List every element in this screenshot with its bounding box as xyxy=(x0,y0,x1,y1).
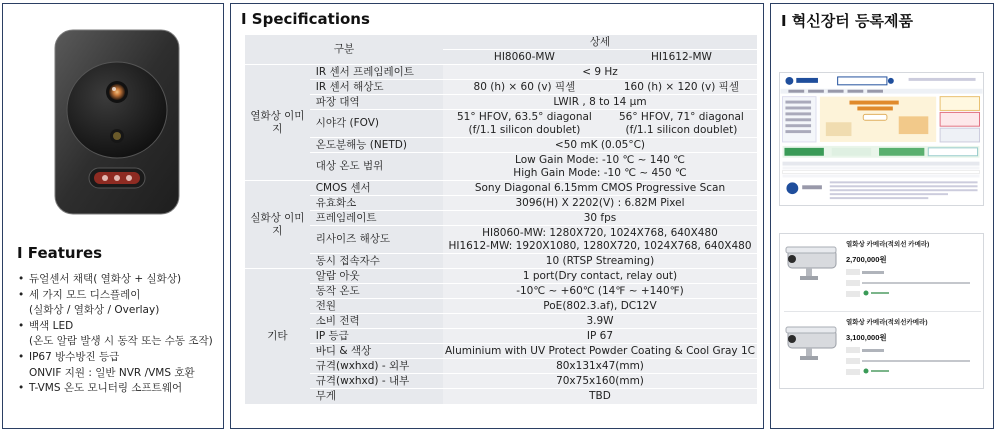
spec-item: IR 센서 해상도 xyxy=(310,80,443,95)
spec-category: 기타 xyxy=(245,269,310,404)
spec-row xyxy=(245,359,757,374)
spec-value: 30 fps xyxy=(443,211,757,226)
spec-row xyxy=(245,196,757,211)
product-row[interactable] xyxy=(780,314,984,388)
spec-item: 알람 아웃 xyxy=(310,269,443,284)
product-name[interactable]: 열화상 카메라(적외선카메라) xyxy=(846,319,928,326)
spec-value: LWIR , 8 to 14 μm xyxy=(443,95,757,110)
product-detail-lines xyxy=(862,270,972,296)
spec-header-model: HI8060-MW xyxy=(443,50,606,65)
spec-row xyxy=(245,80,757,95)
spec-value-line: (f/1.1 silicon doublet) xyxy=(468,123,581,136)
spec-item: 시야각 (FOV) xyxy=(310,110,443,138)
feature-text: • IP67 방수방진 등급 xyxy=(29,350,120,363)
specifications-panel xyxy=(230,3,764,429)
spec-item: IP 등급 xyxy=(310,329,443,344)
features-panel xyxy=(2,3,224,429)
spec-value xyxy=(443,110,606,138)
spec-value: TBD xyxy=(443,389,757,404)
spec-item: 규격(wxhxd) - 내부 xyxy=(310,374,443,389)
spec-row xyxy=(245,226,757,254)
spec-value-line: Low Gain Mode: -10 ℃ ~ 140 ℃ xyxy=(515,153,685,166)
spec-value xyxy=(443,226,757,254)
spec-row xyxy=(245,389,757,404)
spec-category: 열화상 이미지 xyxy=(245,65,310,181)
spec-value: 3096(H) X 2202(V) : 6.82M Pixel xyxy=(443,196,757,211)
spec-row xyxy=(245,314,757,329)
feature-text: • 세 가지 모드 디스플레이 xyxy=(29,288,141,301)
spec-row xyxy=(245,138,757,153)
spec-value: PoE(802.3.af), DC12V xyxy=(443,299,757,314)
spec-value: 160 (h) × 120 (v) 픽셀 xyxy=(606,80,757,95)
product-tag-chip xyxy=(846,369,860,375)
spec-row xyxy=(245,95,757,110)
spec-item: 규격(wxhxd) - 외부 xyxy=(310,359,443,374)
spec-value: 10 (RTSP Streaming) xyxy=(443,254,757,269)
spec-row xyxy=(245,374,757,389)
spec-item: 대상 온도 범위 xyxy=(310,153,443,181)
spec-row xyxy=(245,65,757,80)
spec-category: 실화상 이미지 xyxy=(245,181,310,269)
spec-row xyxy=(245,110,757,138)
feature-item xyxy=(17,319,222,350)
spec-item: 프레임레이트 xyxy=(310,211,443,226)
product-row[interactable] xyxy=(780,236,984,310)
feature-text: • 백색 LED xyxy=(29,319,74,332)
spec-item: 무게 xyxy=(310,389,443,404)
spec-item: IR 센서 프레임레이트 xyxy=(310,65,443,80)
spec-value: <50 mK (0.05°C) xyxy=(443,138,757,153)
spec-item: 파장 대역 xyxy=(310,95,443,110)
spec-row xyxy=(245,254,757,269)
product-spec-chip xyxy=(846,358,860,364)
spec-row xyxy=(245,329,757,344)
product-code-chip xyxy=(846,347,860,353)
spec-item: 소비 전력 xyxy=(310,314,443,329)
product-price: 3,100,000원 xyxy=(846,333,887,342)
specifications-title: I Specifications xyxy=(241,10,370,28)
spec-row xyxy=(245,344,757,359)
spec-item: 리사이즈 해상도 xyxy=(310,226,443,254)
spec-value: 1 port(Dry contact, relay out) xyxy=(443,269,757,284)
feature-item xyxy=(17,288,222,319)
product-divider xyxy=(784,311,981,312)
spec-value: 80 (h) × 60 (v) 픽셀 xyxy=(443,80,606,95)
spec-value xyxy=(443,153,757,181)
spec-value-line: 51° HFOV, 63.5° diagonal xyxy=(456,110,592,123)
spec-value: -10℃ ~ +60℃ (14℉ ~ +140℉) xyxy=(443,284,757,299)
spec-value: < 9 Hz xyxy=(443,65,757,80)
innovation-market-title: I 혁신장터 등록제품 xyxy=(781,12,913,30)
spec-value: 80x131x47(mm) xyxy=(443,359,757,374)
spec-row xyxy=(245,299,757,314)
features-title: I Features xyxy=(17,244,103,262)
spec-value-line: 56° HFOV, 71° diagonal xyxy=(618,110,744,123)
spec-value xyxy=(606,110,757,138)
spec-row xyxy=(245,269,757,284)
spec-item: 유효화소 xyxy=(310,196,443,211)
feature-text: • T-VMS 온도 모니터링 소프트웨어 xyxy=(29,382,183,395)
spec-item: 동시 접속자수 xyxy=(310,254,443,269)
product-spec-chip xyxy=(846,280,860,286)
spec-item: 전원 xyxy=(310,299,443,314)
bullet-camera-image xyxy=(784,242,842,286)
spec-row xyxy=(245,211,757,226)
spec-table xyxy=(245,34,757,404)
spec-value-line: High Gain Mode: -10 ℃ ~ 450 ℃ xyxy=(513,166,687,179)
bullet-camera-image xyxy=(784,322,842,366)
product-tag-chip xyxy=(846,291,860,297)
spec-value-line: (f/1.1 silicon doublet) xyxy=(625,123,738,136)
spec-value: 3.9W xyxy=(443,314,757,329)
spec-item: 동작 온도 xyxy=(310,284,443,299)
product-detail-lines xyxy=(862,348,972,374)
feature-item xyxy=(17,350,222,381)
thermal-camera-device-image xyxy=(53,28,181,216)
spec-value: Sony Diagonal 6.15mm CMOS Progressive Scan xyxy=(443,181,757,196)
spec-item: 바디 & 색상 xyxy=(310,344,443,359)
spec-header-detail: 상세 xyxy=(443,35,757,50)
product-name[interactable]: 열화상 카메라(적외선 카메라) xyxy=(846,241,930,248)
spec-item: CMOS 센서 xyxy=(310,181,443,196)
innovation-market-panel xyxy=(770,3,994,429)
feature-text: (실화상 / 열화상 / Overlay) xyxy=(29,304,160,317)
innovation-product-list xyxy=(779,233,984,389)
spec-value: Aluminium with UV Protect Powder Coating & Cool Gray 1C xyxy=(444,344,755,357)
spec-row xyxy=(245,153,757,181)
product-price: 2,700,000원 xyxy=(846,255,887,264)
feature-text: ONVIF 지원 : 일반 NVR /VMS 호환 xyxy=(29,366,195,379)
feature-text: • 듀얼센서 채택( 열화상 + 실화상) xyxy=(29,273,182,285)
spec-header-label: 구분 xyxy=(245,35,443,65)
feature-text: (온도 알람 발생 시 동작 또는 수동 조작) xyxy=(29,335,213,348)
spec-row xyxy=(245,181,757,196)
spec-value-line: HI1612-MW: 1920X1080, 1280X720, 1024X768, 640X480 xyxy=(448,239,752,252)
spec-row xyxy=(245,284,757,299)
spec-header-model: HI1612-MW xyxy=(606,50,757,65)
feature-item xyxy=(17,272,222,288)
spec-value: 70x75x160(mm) xyxy=(443,374,757,389)
spec-value-line: HI8060-MW: 1280X720, 1024X768, 640X480 xyxy=(482,226,718,239)
feature-list xyxy=(17,272,222,397)
innovation-market-webpage-screenshot xyxy=(779,72,984,206)
spec-item: 온도분해능 (NETD) xyxy=(310,138,443,153)
feature-item xyxy=(17,381,222,397)
spec-value: IP 67 xyxy=(443,329,757,344)
product-code-chip xyxy=(846,269,860,275)
